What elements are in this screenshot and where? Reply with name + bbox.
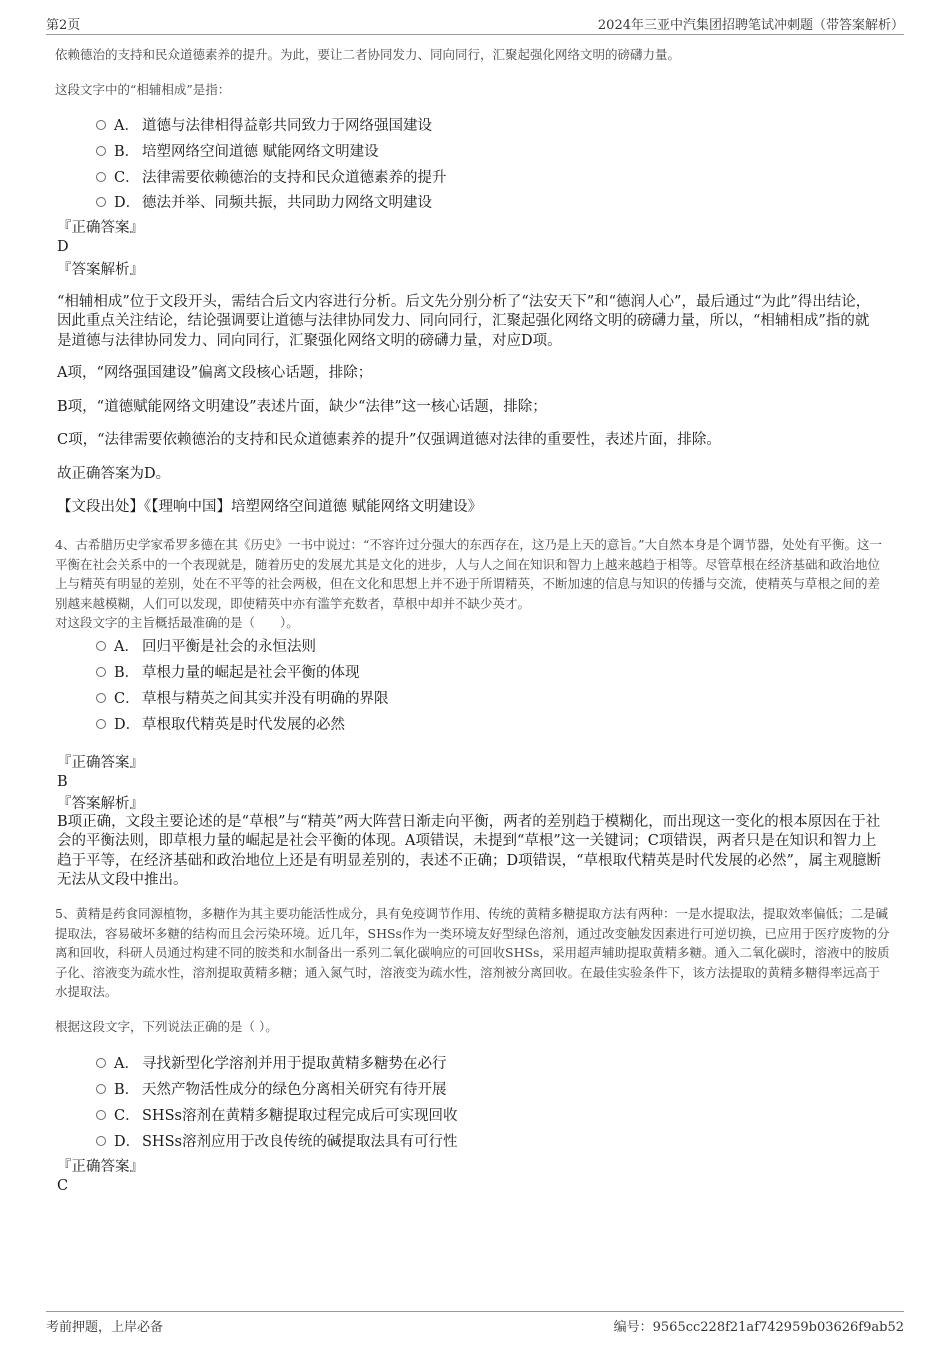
footer-slogan: 考前押题，上岸必备 — [46, 1320, 164, 1335]
q5-option-a[interactable]: A． 寻找新型化学溶剂并用于提取黄精多糖势在必行 — [96, 1052, 447, 1072]
q3-source: 【文段出处】《【理响中国】培塑网络空间道德 赋能网络文明建设》 — [57, 499, 483, 515]
radio-icon[interactable] — [96, 1136, 106, 1146]
radio-icon[interactable] — [96, 693, 106, 703]
q3-option-c[interactable]: C． 法律需要依赖德治的支持和民众道德素养的提升 — [96, 166, 447, 186]
q3-option-d[interactable]: D． 德法并举、同频共振，共同助力网络文明建设 — [96, 191, 432, 211]
radio-icon[interactable] — [96, 120, 106, 130]
q4-analysis-label: 『答案解析』 — [57, 796, 144, 812]
page-footer — [46, 1311, 904, 1334]
q5-option-b[interactable]: B． 天然产物活性成分的绿色分离相关研究有待开展 — [96, 1078, 447, 1098]
q3-answer: D — [57, 239, 69, 255]
q4-option-d[interactable]: D． 草根取代精英是时代发展的必然 — [96, 713, 345, 733]
radio-icon[interactable] — [96, 1084, 106, 1094]
page-number: 第2页 — [46, 18, 81, 33]
radio-icon[interactable] — [96, 172, 106, 182]
radio-icon[interactable] — [96, 641, 106, 651]
q5-stem: 5、黄精是药食同源植物，多糖作为其主要功能活性成分，具有免疫调节作用、传统的黄精多糖提取方法有两种：一是水提取法，提取效率偏低；二是碱提取法，容易破坏多糖的结构而且会污染环境。近几年，SHSs作为一类环境友好型绿色溶剂，通过改变触发因素进行可逆切换，已应用于医疗废物的分离和回收，科研人员通过构建不同的胺类和水制备出一系列二氧化碳响应的可回收SHSs，采用超声辅助提取黄精多糖。通入二氧化碳时，溶液中的胺质子化、溶液变为疏水性，溶剂提取黄精多糖；通入氮气时，溶液变为疏水性，溶剂被分离回收。在最佳实验条件下，该方法提取的黄精多糖得率远高于水提取法。 — [55, 906, 890, 999]
q3-analysis-c: C项，“法律需要依赖德治的支持和民众道德素养的提升”仅强调道德对法律的重要性，表述片面，排除。 — [57, 432, 721, 448]
q3-conclusion: 故正确答案为D。 — [57, 466, 171, 482]
document-id: 编号：9565cc228f21af742959b03626f9ab52 — [613, 1320, 904, 1335]
q4-question: 对这段文字的主旨概括最准确的是（ ）。 — [55, 615, 299, 630]
q3-analysis-a: A项，“网络强国建设”偏离文段核心话题，排除； — [57, 365, 373, 381]
q5-question: 根据这段文字，下列说法正确的是（ ）。 — [55, 1019, 278, 1034]
q3-answer-label: 『正确答案』 — [57, 220, 144, 236]
q3-stem-tail: 依赖德治的支持和民众道德素养的提升。为此，要让二者协同发力、同向同行，汇聚起强化网络文明的磅礴力量。 — [55, 47, 681, 62]
q3-analysis-main: “相辅相成”位于文段开头，需结合后文内容进行分析。后文先分别分析了“法安天下”和“德润人心”，最后通过“为此”得出结论，因此重点关注结论，结论强调要让道德与法律协同发力、同向同行，汇聚起强化网络文明的磅礴力量，所以，“相辅相成”指的就是道德与法律协同发力、同向同行，汇聚强化网络文明的磅礴力量，对应D项。 — [57, 294, 871, 349]
q5-option-c[interactable]: C． SHSs溶剂在黄精多糖提取过程完成后可实现回收 — [96, 1104, 457, 1124]
q4-option-c[interactable]: C． 草根与精英之间其实并没有明确的界限 — [96, 687, 389, 707]
radio-icon[interactable] — [96, 146, 106, 156]
q3-analysis-b: B项，“道德赋能网络文明建设”表述片面，缺少“法律”这一核心话题，排除； — [57, 399, 547, 415]
q3-option-a[interactable]: A． 道德与法律相得益彰共同致力于网络强国建设 — [96, 114, 432, 134]
q4-option-b[interactable]: B． 草根力量的崛起是社会平衡的体现 — [96, 661, 360, 681]
q3-analysis-label: 『答案解析』 — [57, 262, 144, 278]
document-title: 2024年三亚中汽集团招聘笔试冲刺题（带答案解析） — [597, 18, 904, 33]
q5-option-d[interactable]: D． SHSs溶剂应用于改良传统的碱提取法具有可行性 — [96, 1130, 457, 1150]
q4-answer-label: 『正确答案』 — [57, 755, 144, 771]
radio-icon[interactable] — [96, 197, 106, 207]
page-header — [46, 12, 904, 35]
q5-answer-label: 『正确答案』 — [57, 1159, 144, 1175]
radio-icon[interactable] — [96, 719, 106, 729]
q5-answer: C — [57, 1178, 69, 1194]
q3-option-b[interactable]: B． 培塑网络空间道德 赋能网络文明建设 — [96, 140, 379, 160]
q4-analysis: B项正确，文段主要论述的是“草根”与“精英”两大阵营日渐走向平衡，两者的差别趋于模糊化，而出现这一变化的根本原因在于社会的平衡法则，即草根力量的崛起是社会平衡的体现。A项错误，未提到“草根”这一关键词；C项错误，两者只是在知识和智力上趋于平等，在经济基础和政治地位上还是有明显差别的，表述不正确；D项错误，“草根取代精英是时代发展的必然”，属主观臆断无法从文段中推出。 — [57, 814, 881, 889]
radio-icon[interactable] — [96, 1058, 106, 1068]
q3-question: 这段文字中的“相辅相成”是指： — [55, 82, 231, 97]
radio-icon[interactable] — [96, 1110, 106, 1120]
radio-icon[interactable] — [96, 667, 106, 677]
q4-option-a[interactable]: A． 回归平衡是社会的永恒法则 — [96, 635, 316, 655]
q4-stem: 4、古希腊历史学家希罗多德在其《历史》一书中说过：“不容许过分强大的东西存在，这乃是上天的意旨。”大自然本身是个调节器，处处有平衡。这一平衡在社会关系中的一个表现就是，随着历史的发展尤其是文化的进步，人与人之间在知识和智力上越来越趋于相等。尽管草根在经济基础和政治地位上与精英有明显的差别，处在不平等的社会两极，但在文化和思想上并不逊于所谓精英，不断加速的信息与知识的传播与交流，使精英与草根之间的差别越来越模糊，人们可以发现，即使精英中亦有滥竽充数者，草根中却并不缺少英才。 — [55, 537, 882, 611]
q4-answer: B — [57, 774, 68, 790]
